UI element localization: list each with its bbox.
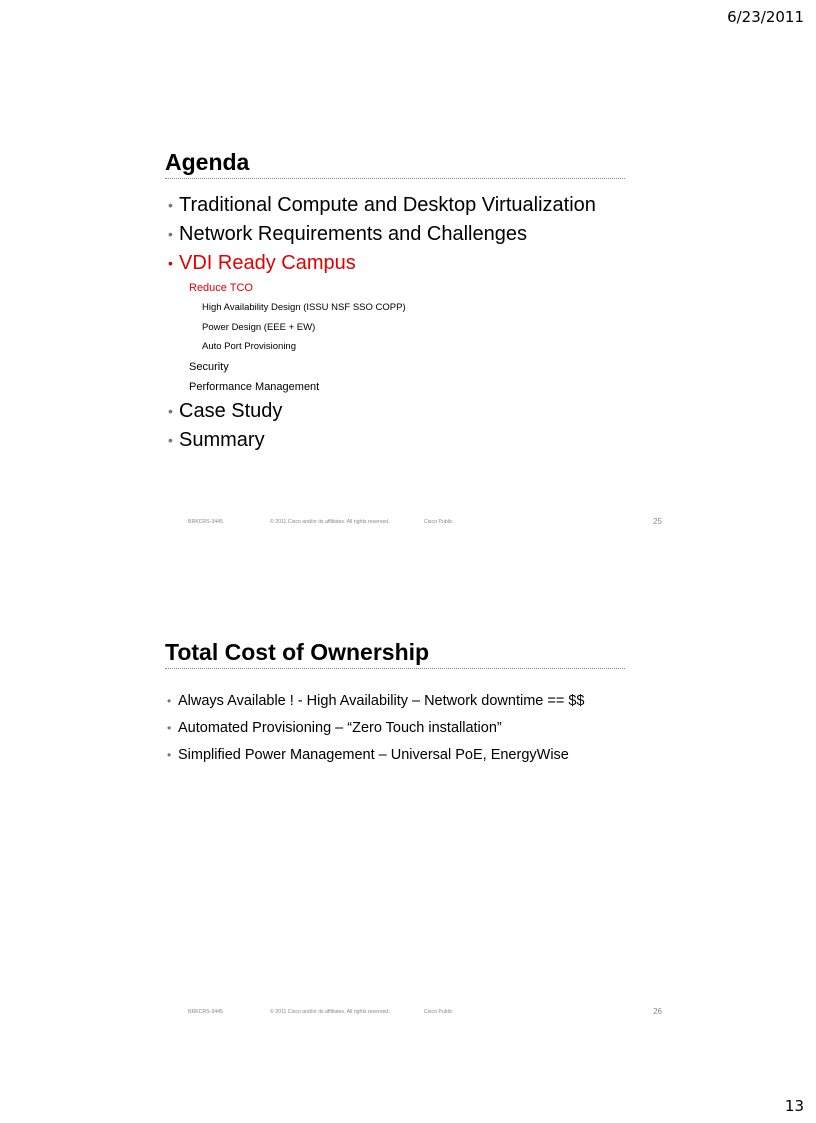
page-date: 6/23/2011 xyxy=(727,8,804,26)
slide-title: Agenda xyxy=(165,149,250,175)
agenda-subitem-security: Security xyxy=(189,360,229,373)
bullet-list xyxy=(165,688,662,769)
agenda-item-traditional-compute: • Traditional Compute and Desktop Virtualization xyxy=(165,191,662,220)
bullet-item: • Simplified Power Management – Universal PoE, EnergyWise xyxy=(165,742,662,769)
footer-classification: Cisco Public xyxy=(424,1009,453,1015)
agenda-item-case-study: • Case Study xyxy=(165,397,662,426)
title-divider xyxy=(165,668,625,669)
agenda-item-network-requirements: • Network Requirements and Challenges xyxy=(165,220,662,249)
page-number: 13 xyxy=(784,1097,804,1115)
agenda-item-summary: • Summary xyxy=(165,426,662,455)
agenda-item-vdi-ready-campus: • VDI Ready Campus xyxy=(165,249,662,278)
footer-session-code: BRKCRS-3445 xyxy=(188,519,223,525)
title-divider xyxy=(165,178,625,179)
slide-title: Total Cost of Ownership xyxy=(165,639,430,665)
footer-slide-number: 26 xyxy=(653,1007,662,1016)
slide-footer xyxy=(188,1006,662,1018)
slide-footer xyxy=(188,516,662,528)
agenda-subsubitem-auto-port: Auto Port Provisioning xyxy=(202,341,296,352)
agenda-subsubitem-high-availability: High Availability Design (ISSU NSF SSO COPP) xyxy=(202,302,406,313)
agenda-list xyxy=(165,191,662,455)
footer-copyright: © 2011 Cisco and/or its affiliates. All rights reserved. xyxy=(270,1009,390,1015)
bullet-item: • Automated Provisioning – “Zero Touch installation” xyxy=(165,715,662,742)
bullet-item: • Always Available ! - High Availability – Network downtime == $$ xyxy=(165,688,662,715)
footer-session-code: BRKCRS-3445 xyxy=(188,1009,223,1015)
footer-classification: Cisco Public xyxy=(424,519,453,525)
agenda-subsubitem-power-design: Power Design (EEE + EW) xyxy=(202,321,316,333)
agenda-subitem-reduce-tco: Reduce TCO xyxy=(189,282,253,294)
footer-slide-number: 25 xyxy=(653,517,662,526)
agenda-subitem-performance: Performance Management xyxy=(189,380,320,393)
slide-agenda xyxy=(165,148,662,528)
footer-copyright: © 2011 Cisco and/or its affiliates. All rights reserved. xyxy=(270,519,390,525)
slide-total-cost xyxy=(165,638,662,1018)
